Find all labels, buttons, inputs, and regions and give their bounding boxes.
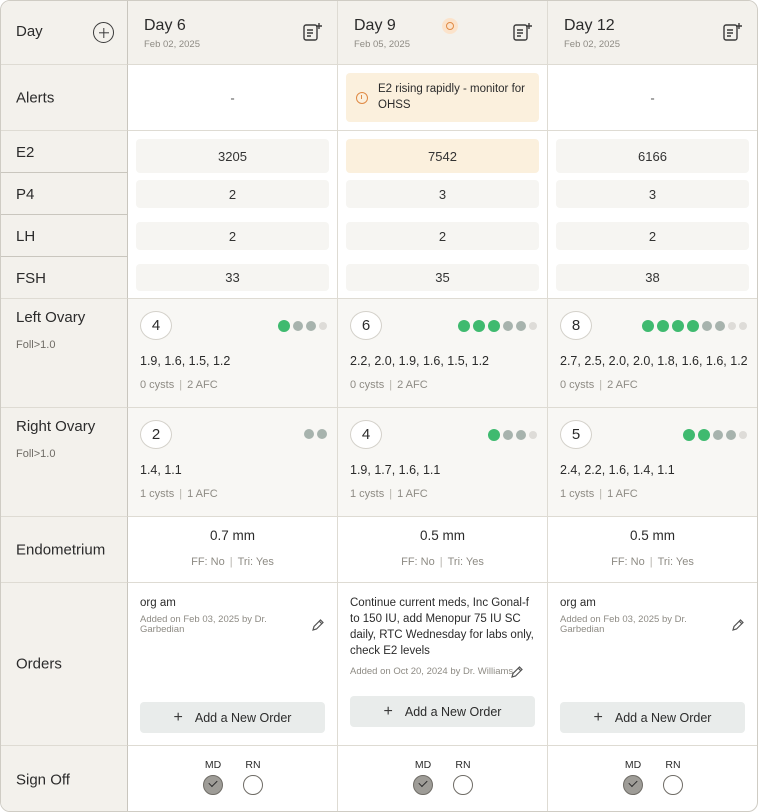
follicle-size-dots xyxy=(642,320,747,332)
endometrium-findings xyxy=(338,556,547,568)
day-date: Feb 05, 2025 xyxy=(354,39,410,50)
ovary-cell xyxy=(548,299,757,408)
afc-count: 2 AFC xyxy=(607,379,638,391)
day-label: Day xyxy=(16,23,43,40)
follicle-dot xyxy=(503,430,513,440)
add-new-order-button[interactable] xyxy=(350,696,535,727)
p4-value: 2 xyxy=(136,180,329,208)
ovary-meta xyxy=(350,488,428,500)
row-label: FSH xyxy=(16,270,46,287)
endometrium-thickness: 0.5 mm xyxy=(629,528,675,543)
fsh-label-cell xyxy=(1,257,128,299)
follicle-sizes: 1.4, 1.1 xyxy=(140,463,182,477)
follicle-count-badge: 5 xyxy=(560,420,592,449)
warning-icon-ring xyxy=(446,22,454,30)
warning-icon xyxy=(356,92,368,104)
fsh-value: 33 xyxy=(136,264,329,291)
follicle-count-badge: 6 xyxy=(350,311,382,340)
cysts-count: 0 cysts xyxy=(560,379,595,391)
md-sign-off xyxy=(622,759,644,795)
rn-label: RN xyxy=(665,759,681,771)
endometrium-findings xyxy=(128,556,337,568)
afc-count: 2 AFC xyxy=(187,379,218,391)
separator: | xyxy=(439,556,443,568)
lab-value-cell xyxy=(548,257,757,299)
endometrium-label-cell xyxy=(1,517,128,583)
follicle-dot xyxy=(702,321,712,331)
follicle-sizes: 2.2, 2.0, 1.9, 1.6, 1.5, 1.2 xyxy=(350,354,489,368)
order-cell xyxy=(548,583,757,746)
order-cell xyxy=(128,583,338,746)
row-label: LH xyxy=(16,228,36,245)
edit-pencil-icon[interactable] xyxy=(311,618,325,632)
md-label: MD xyxy=(204,759,222,771)
alert-cell xyxy=(338,65,548,131)
md-sign-off xyxy=(412,759,434,795)
rn-checkbox[interactable] xyxy=(243,775,263,795)
separator: | xyxy=(599,488,603,500)
p4-value: 3 xyxy=(556,180,749,208)
follicle-size-dots xyxy=(278,320,327,332)
endometrium-thickness: 0.5 mm xyxy=(419,528,465,543)
md-checkbox[interactable] xyxy=(413,775,433,795)
sign-off-cell xyxy=(548,746,757,812)
lab-value-cell xyxy=(128,131,338,173)
follicle-dot xyxy=(739,431,747,439)
follicle-dot xyxy=(306,321,316,331)
row-label: P4 xyxy=(16,186,35,203)
p4-label-cell xyxy=(1,173,128,215)
order-text: Continue current meds, Inc Gonal-f to 150 IU, add Menopur 75 IU SC daily, RTC Wednesday for labs only, check E2 levels xyxy=(350,597,534,657)
day-title: Day 6 xyxy=(144,17,186,34)
follicle-dot xyxy=(728,322,736,330)
free-fluid: FF: No xyxy=(401,556,435,568)
follicle-dot xyxy=(529,322,537,330)
e2-value: 3205 xyxy=(136,139,329,173)
order-added-meta: Added on Feb 03, 2025 by Dr. Garbedian xyxy=(560,614,687,635)
follicle-sizes: 2.4, 2.2, 1.6, 1.4, 1.1 xyxy=(560,463,675,477)
warning-icon xyxy=(442,18,458,34)
add-order-label: Add a New Order xyxy=(194,710,292,725)
alert-cell xyxy=(548,65,757,131)
fsh-value: 38 xyxy=(556,264,749,291)
ovary-meta xyxy=(560,488,638,500)
e2-value: 7542 xyxy=(346,139,539,173)
endometrium-thickness: 0.7 mm xyxy=(209,528,255,543)
add-order-label: Add a New Order xyxy=(614,710,712,725)
ovary-cell xyxy=(338,299,548,408)
rn-checkbox[interactable] xyxy=(453,775,473,795)
follicle-size-dots xyxy=(304,429,327,439)
add-new-order-button[interactable] xyxy=(560,702,745,733)
follicle-dot xyxy=(683,429,695,441)
endometrium-cell xyxy=(338,517,548,583)
row-label: Orders xyxy=(16,655,62,673)
day-date: Feb 02, 2025 xyxy=(144,39,200,50)
e2-label-cell xyxy=(1,131,128,173)
add-order-label: Add a New Order xyxy=(404,704,502,719)
p4-value: 3 xyxy=(346,180,539,208)
follicle-dot xyxy=(739,322,747,330)
day-title: Day 9 xyxy=(354,17,396,34)
ovary-cell xyxy=(338,408,548,517)
follicle-dot xyxy=(516,430,526,440)
order-added-meta: Added on Oct 20, 2024 by Dr. Williams xyxy=(350,666,514,677)
lab-value-cell xyxy=(548,131,757,173)
lab-value-cell xyxy=(128,257,338,299)
monitoring-grid xyxy=(1,1,757,812)
lab-value-cell xyxy=(128,215,338,257)
separator: | xyxy=(649,556,653,568)
day-date: Feb 02, 2025 xyxy=(564,39,620,50)
no-alert-dash: - xyxy=(650,90,655,105)
follicle-threshold-note: Foll>1.0 xyxy=(16,448,56,460)
follicle-sizes: 1.9, 1.6, 1.5, 1.2 xyxy=(140,354,231,368)
ovary-cell xyxy=(128,408,338,517)
separator: | xyxy=(229,556,233,568)
endometrium-cell xyxy=(548,517,757,583)
order-added-meta: Added on Feb 03, 2025 by Dr. Garbedian xyxy=(140,614,267,635)
add-new-order-button[interactable] xyxy=(140,702,325,733)
follicle-dot xyxy=(488,429,500,441)
follicle-dot xyxy=(715,321,725,331)
ovary-meta xyxy=(350,379,428,391)
md-label: MD xyxy=(624,759,642,771)
trilaminar: Tri: Yes xyxy=(447,556,484,568)
cysts-count: 1 cysts xyxy=(140,488,175,500)
follicle-dot xyxy=(304,429,314,439)
follicle-dot xyxy=(672,320,684,332)
ovary-cell xyxy=(128,299,338,408)
ovary-cell xyxy=(548,408,757,517)
note-add-icon[interactable] xyxy=(301,21,323,43)
separator: | xyxy=(179,379,183,391)
right-ovary-label-cell xyxy=(1,408,128,517)
md-checkbox[interactable] xyxy=(203,775,223,795)
separator: | xyxy=(599,379,603,391)
lab-value-cell xyxy=(128,173,338,215)
lh-label-cell xyxy=(1,215,128,257)
rn-sign-off xyxy=(452,759,474,795)
free-fluid: FF: No xyxy=(611,556,645,568)
row-label: Alerts xyxy=(16,89,55,106)
ovary-meta xyxy=(140,488,218,500)
note-add-icon[interactable] xyxy=(721,21,743,43)
follicle-threshold-note: Foll>1.0 xyxy=(16,339,56,351)
md-checkbox[interactable] xyxy=(623,775,643,795)
row-label: Left Ovary xyxy=(16,309,86,326)
cysts-count: 0 cysts xyxy=(350,379,385,391)
alert-text: E2 rising rapidly - monitor for OHSS xyxy=(378,83,525,111)
orders-label-cell xyxy=(1,583,128,746)
separator: | xyxy=(389,379,393,391)
follicle-dot xyxy=(293,321,303,331)
left-ovary-label-cell xyxy=(1,299,128,408)
plus-icon: + xyxy=(593,708,603,726)
follicle-dot xyxy=(458,320,470,332)
ovary-meta xyxy=(560,379,638,391)
follicle-count-badge: 8 xyxy=(560,311,592,340)
follicle-count-badge: 2 xyxy=(140,420,172,449)
row-label: Right Ovary xyxy=(16,418,96,435)
add-day-plus-circle-icon[interactable] xyxy=(93,22,114,43)
edit-pencil-icon[interactable] xyxy=(731,618,745,632)
follicle-dot xyxy=(529,431,537,439)
sign-off-cell xyxy=(338,746,548,812)
ovary-meta xyxy=(140,379,218,391)
rn-checkbox[interactable] xyxy=(663,775,683,795)
endometrium-findings xyxy=(548,556,757,568)
follicle-dot xyxy=(698,429,710,441)
follicle-dot xyxy=(713,430,723,440)
follicle-dot xyxy=(642,320,654,332)
fsh-value: 35 xyxy=(346,264,539,291)
lh-value: 2 xyxy=(136,222,329,250)
follicle-dot xyxy=(317,429,327,439)
separator: | xyxy=(179,488,183,500)
plus-icon: + xyxy=(383,702,393,720)
e2-value: 6166 xyxy=(556,139,749,173)
lh-value: 2 xyxy=(346,222,539,250)
md-label: MD xyxy=(414,759,432,771)
day-header-cell xyxy=(548,1,757,65)
follicle-dot xyxy=(488,320,500,332)
md-sign-off xyxy=(202,759,224,795)
follicle-size-dots xyxy=(488,429,537,441)
afc-count: 1 AFC xyxy=(397,488,428,500)
lab-value-cell xyxy=(548,215,757,257)
follicle-dot xyxy=(319,322,327,330)
lab-value-cell xyxy=(338,257,548,299)
day-title: Day 12 xyxy=(564,17,615,34)
order-text: org am xyxy=(140,597,176,609)
row-label: E2 xyxy=(16,144,35,161)
rn-sign-off xyxy=(242,759,264,795)
sign-off-label-cell xyxy=(1,746,128,812)
lab-value-cell xyxy=(548,173,757,215)
trilaminar: Tri: Yes xyxy=(657,556,694,568)
follicle-dot xyxy=(687,320,699,332)
follicle-size-dots xyxy=(683,429,747,441)
cysts-count: 0 cysts xyxy=(140,379,175,391)
endometrium-cell xyxy=(128,517,338,583)
separator: | xyxy=(389,488,393,500)
lab-value-cell xyxy=(338,173,548,215)
rn-label: RN xyxy=(455,759,471,771)
alert-cell xyxy=(128,65,338,131)
follicle-size-dots xyxy=(458,320,537,332)
afc-count: 1 AFC xyxy=(187,488,218,500)
cysts-count: 1 cysts xyxy=(350,488,385,500)
follicle-dot xyxy=(516,321,526,331)
afc-count: 1 AFC xyxy=(607,488,638,500)
follicle-count-badge: 4 xyxy=(140,311,172,340)
lh-value: 2 xyxy=(556,222,749,250)
trilaminar: Tri: Yes xyxy=(237,556,274,568)
order-text: org am xyxy=(560,597,596,609)
alerts-label-cell xyxy=(1,65,128,131)
free-fluid: FF: No xyxy=(191,556,225,568)
sign-off-cell xyxy=(128,746,338,812)
lab-value-cell xyxy=(338,131,548,173)
plus-icon: + xyxy=(173,708,183,726)
follicle-count-badge: 4 xyxy=(350,420,382,449)
follicle-sizes: 2.7, 2.5, 2.0, 2.0, 1.8, 1.6, 1.6, 1.2 xyxy=(560,354,748,368)
edit-pencil-icon[interactable] xyxy=(510,665,524,679)
no-alert-dash: - xyxy=(230,90,235,105)
alert-banner xyxy=(346,73,539,122)
afc-count: 2 AFC xyxy=(397,379,428,391)
rn-label: RN xyxy=(245,759,261,771)
follicle-sizes: 1.9, 1.7, 1.6, 1.1 xyxy=(350,463,441,477)
day-header-label-cell xyxy=(1,1,128,65)
follicle-dot xyxy=(657,320,669,332)
day-header-cell xyxy=(128,1,338,65)
day-header-cell xyxy=(338,1,548,65)
cysts-count: 1 cysts xyxy=(560,488,595,500)
rn-sign-off xyxy=(662,759,684,795)
order-cell xyxy=(338,583,548,746)
row-label: Endometrium xyxy=(16,541,106,558)
row-label: Sign Off xyxy=(16,771,70,788)
follicle-dot xyxy=(278,320,290,332)
follicle-dot xyxy=(503,321,513,331)
follicle-dot xyxy=(473,320,485,332)
lab-value-cell xyxy=(338,215,548,257)
follicle-dot xyxy=(726,430,736,440)
note-add-icon[interactable] xyxy=(511,21,533,43)
